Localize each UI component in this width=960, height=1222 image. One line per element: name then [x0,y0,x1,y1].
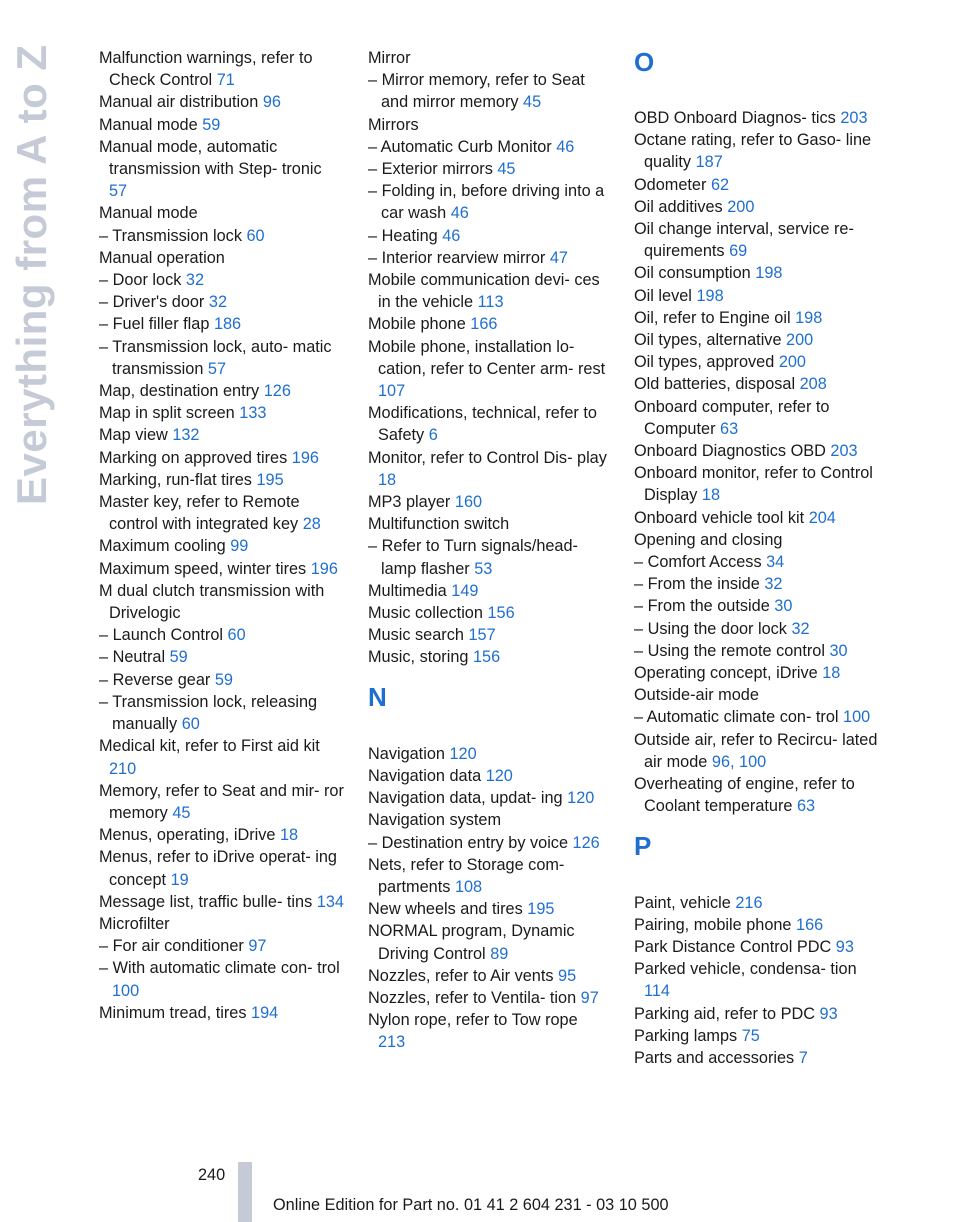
index-entry-text: – With automatic climate con- trol [99,959,340,978]
index-subentry [634,595,879,617]
index-entry-text: Master key, refer to Remote control with integrated key [99,493,300,534]
page-reference-link[interactable]: 75 [741,1026,760,1045]
index-entry-text: Operating concept, iDrive [634,664,818,683]
index-column-3 [634,47,879,1069]
index-entry-text: – Driver's door [99,293,205,312]
index-entry-text: NORMAL program, Dynamic Driving Control [368,922,575,963]
page-reference-link[interactable]: 210 [109,759,137,778]
index-entry-text: Multimedia [368,581,447,600]
page-reference-link[interactable]: 18 [701,486,721,505]
index-column-1 [99,47,344,1024]
page-reference-link[interactable]: 45 [523,93,542,112]
page-reference-link[interactable]: 30 [774,597,793,616]
index-entry-text: Memory, refer to Seat and mir- ror memory [99,781,344,822]
page-reference-link[interactable]: 208 [799,375,827,394]
page-reference-link[interactable]: 28 [302,515,321,534]
page-reference-link[interactable]: 160 [454,493,483,512]
index-entry-text: Mobile phone, installation lo- cation, refer to Center arm- rest [368,337,606,378]
edition-footer: Online Edition for Part no. 01 41 2 604 231 - 03 10 500 [273,1196,669,1214]
index-entry-text: – Automatic Curb Monitor [368,137,552,156]
index-entry [634,684,879,706]
index-entry-text: – For air conditioner [99,937,244,956]
index-entry [368,965,608,987]
page-reference-link[interactable]: 200 [778,353,806,372]
index-entry-text: – Door lock [99,271,182,290]
index-entry-text: Mobile communication devi- ces in the vehicle [368,271,600,312]
page-reference-link[interactable]: 194 [251,1003,279,1022]
page-reference-link[interactable]: 198 [795,308,823,327]
index-entry [368,743,608,765]
index-entry-text: Overheating of engine, refer to Coolant temperature [634,775,855,816]
index-entry-text: Nets, refer to Storage com- partments [368,855,565,896]
index-subentry [368,69,608,113]
page-reference-link[interactable]: 45 [497,160,516,179]
page-reference-link[interactable]: 63 [796,797,816,816]
index-entry-text: – Reverse gear [99,670,211,689]
page-reference-link[interactable]: 95 [558,966,577,985]
index-entry-text: Malfunction warnings, refer to Check Control [99,49,313,90]
index-entry [634,529,879,551]
page-reference-link[interactable]: 62 [710,175,730,194]
index-entry-text: Music search [368,626,464,645]
index-entry [368,898,608,920]
index-subentry [634,706,879,728]
index-entry-text: Navigation system [368,811,502,830]
page-reference-link[interactable]: 120 [449,744,477,763]
page-reference-link[interactable]: 120 [485,766,513,785]
index-entry-text: – Using the door lock [634,619,787,638]
index-entry [634,773,879,817]
index-entry-text: Onboard monitor, refer to Control Display [634,464,873,505]
index-entry [634,729,879,773]
index-entry [99,580,344,624]
page-reference-link[interactable]: 149 [451,581,479,600]
index-entry [634,1047,879,1069]
index-entry-text: Old batteries, disposal [634,375,796,394]
index-entry [99,824,344,846]
page-reference-link[interactable]: 46 [556,137,575,156]
page-reference-link[interactable]: 47 [549,248,568,267]
index-entry-text: Odometer [634,175,707,194]
index-entry [634,307,879,329]
index-entry [368,602,608,624]
index-entry-text: New wheels and tires [368,900,523,919]
index-entry-text: Onboard computer, refer to Computer [634,397,830,438]
index-entry-text: Parked vehicle, condensa- tion [634,960,857,979]
page-reference-link[interactable]: 6 [428,426,438,445]
page-reference-link[interactable]: 200 [786,331,814,350]
page-reference-link[interactable]: 97 [248,937,267,956]
index-entry-text: – Refer to Turn signals/head- lamp flasher [368,537,578,578]
page-reference-link[interactable]: 96 [262,93,281,112]
index-entry-text: – Destination entry by voice [368,833,569,852]
page-reference-link[interactable]: 203 [830,442,858,461]
index-entry [634,129,879,173]
page-reference-link[interactable]: 132 [172,426,200,445]
index-entry-text: Map, destination entry [99,382,260,401]
index-entry [99,91,344,113]
index-subentry [99,291,344,313]
index-entry [368,580,608,602]
index-entry [368,447,608,491]
index-entry-text: Message list, traffic bulle- tins [99,892,313,911]
page-reference-link[interactable]: 195 [527,900,555,919]
index-entry-text: Onboard Diagnostics OBD [634,442,826,461]
index-entry [634,1003,879,1025]
index-entry-text: Oil level [634,286,692,305]
index-entry-text: Monitor, refer to Control Dis- play [368,448,607,467]
index-entry-text: Parking aid, refer to PDC [634,1004,815,1023]
index-subentry [634,640,879,662]
index-subentry [368,180,608,224]
index-entry [634,1025,879,1047]
index-entry-text: Oil additives [634,197,723,216]
page-reference-link[interactable]: 18 [378,470,397,489]
page-reference-link[interactable]: 96, 100 [711,752,767,771]
index-letter-heading: P [634,830,652,861]
index-entry-text: Pairing, mobile phone [634,915,792,934]
index-entry-text: – Fuel filler flap [99,315,210,334]
index-entry-text: – Mirror memory, refer to Seat and mirror memory [368,71,585,112]
page-reference-link[interactable]: 57 [207,359,227,378]
index-entry [99,891,344,913]
page-reference-link[interactable]: 18 [822,664,841,683]
index-subentry [368,535,608,579]
page-reference-link[interactable]: 69 [729,242,748,261]
index-entry-text: Manual mode [99,204,198,223]
index-entry [99,469,344,491]
index-entry-text: Modifications, technical, refer to Safety [368,404,597,445]
index-entry [634,174,879,196]
page-reference-link[interactable]: 60 [246,226,265,245]
page-reference-link[interactable]: 200 [727,197,755,216]
page-reference-link[interactable]: 57 [109,182,128,201]
index-entry [99,735,344,779]
index-entry [634,218,879,262]
page-reference-link[interactable]: 108 [454,877,483,896]
index-subentry [99,313,344,335]
page-reference-link[interactable]: 166 [470,315,498,334]
index-entry-text: Oil types, approved [634,353,775,372]
index-entry [99,424,344,446]
index-subentry [368,247,608,269]
index-entry [99,47,344,91]
page-reference-link[interactable]: 18 [280,826,299,845]
index-entry-text: Marking on approved tires [99,448,288,467]
index-entry-text: Menus, refer to iDrive operat- ing concept [99,848,337,889]
index-subentry [368,158,608,180]
index-entry [634,662,879,684]
index-entry [99,913,344,935]
page-reference-link[interactable]: 113 [477,293,504,312]
index-entry-text: Manual mode [99,115,198,134]
index-entry [368,809,608,831]
index-entry-text: OBD Onboard Diagnos- tics [634,109,836,127]
index-entry [368,854,608,898]
index-subentry [99,669,344,691]
page-reference-link[interactable]: 195 [256,470,284,489]
index-entry [634,262,879,284]
index-entry-text: Music, storing [368,648,469,667]
index-entry-text: Maximum cooling [99,537,226,556]
index-entry-text: Onboard vehicle tool kit [634,508,805,527]
index-entry [368,269,608,313]
page-reference-link[interactable]: 203 [840,109,868,127]
index-entry-text: – Launch Control [99,626,224,645]
index-entry [634,396,879,440]
index-entry-text: Nylon rope, refer to Tow rope [368,1011,578,1030]
page-reference-link[interactable]: 32 [791,619,810,638]
page-reference-link[interactable]: 71 [216,71,235,90]
page-reference-link[interactable]: 120 [567,789,595,808]
index-entry-text: MP3 player [368,493,451,512]
index-entry-text: Nozzles, refer to Ventila- tion [368,988,577,1007]
index-entry [99,202,344,224]
index-entry [99,846,344,890]
index-entry-text: Marking, run-flat tires [99,470,252,489]
index-entry [634,196,879,218]
page-reference-link[interactable]: 32 [764,575,783,594]
index-entry-text: – Interior rearview mirror [368,248,546,267]
page-reference-link[interactable]: 156 [487,604,515,623]
page-reference-link[interactable]: 156 [472,648,501,667]
index-entry [368,920,608,964]
page-reference-link[interactable]: 46 [442,226,461,245]
page-reference-link[interactable]: 198 [696,286,724,305]
index-column-2 [368,47,608,1054]
index-entry-text: Maximum speed, winter tires [99,559,307,578]
index-letter-heading: N [368,681,387,712]
page-reference-link[interactable]: 187 [695,153,723,172]
index-entry-text: – Neutral [99,648,166,667]
page-reference-link[interactable]: 126 [263,382,291,401]
page-reference-link[interactable]: 93 [819,1004,838,1023]
index-entry-text: – From the outside [634,597,770,616]
index-entry-text: Parts and accessories [634,1048,795,1067]
page-reference-link[interactable]: 7 [798,1048,808,1067]
index-entry [99,402,344,424]
index-entry-text: Manual mode, automatic transmission with Step- tronic [99,137,322,179]
index-entry-text: – Heating [368,226,438,245]
index-entry-text: Outside air, refer to Recircu- lated air mode [634,730,878,771]
page-reference-link[interactable]: 133 [239,404,267,423]
index-entry [99,535,344,557]
index-entry [99,1002,344,1024]
index-entry [99,447,344,469]
page-reference-link[interactable]: 99 [230,537,249,556]
index-entry [99,491,344,535]
page-reference-link[interactable]: 196 [310,559,338,578]
index-subentry [634,551,879,573]
index-subentry [368,136,608,158]
page-reference-link[interactable]: 89 [490,944,509,963]
page-reference-link[interactable]: 19 [170,870,189,889]
index-entry-text: Microfilter [99,914,170,933]
index-entry-text: Map view [99,426,168,445]
index-entry-text: Nozzles, refer to Air vents [368,966,554,985]
index-entry-text: Oil, refer to Engine oil [634,308,791,327]
index-subentry [99,624,344,646]
index-entry [99,136,344,203]
index-entry [368,47,608,69]
index-subentry [99,646,344,668]
index-entry-text: Minimum tread, tires [99,1003,247,1022]
index-entry [368,787,608,809]
index-entry [368,402,608,446]
index-subentry [99,225,344,247]
index-subentry [99,336,344,380]
index-entry [99,780,344,824]
index-entry-text: Manual operation [99,248,225,267]
page-reference-link[interactable]: 30 [829,641,848,660]
index-entry [99,558,344,580]
page-reference-link[interactable]: 60 [227,626,246,645]
index-entry [99,380,344,402]
page-reference-link[interactable]: 196 [291,448,319,467]
index-subentry [634,618,879,640]
index-entry-text: – Transmission lock [99,226,242,245]
page-reference-link[interactable]: 59 [169,648,188,667]
index-entry [368,1009,608,1053]
index-entry [634,351,879,373]
index-entry [634,914,879,936]
index-entry-text: – Exterior mirrors [368,160,493,179]
index-entry-text: Manual air distribution [99,93,259,112]
index-subentry [634,573,879,595]
index-entry [634,936,879,958]
page-reference-link[interactable]: 45 [172,803,191,822]
index-entry [99,247,344,269]
index-entry-text: – From the inside [634,575,760,594]
index-entry-text: Medical kit, refer to First aid kit [99,737,320,756]
page-reference-link[interactable]: 204 [808,508,836,527]
index-entry-text: Park Distance Control PDC [634,937,832,956]
page-reference-link[interactable]: 59 [214,670,233,689]
index-entry-text: Navigation [368,744,445,763]
index-entry [634,507,879,529]
page-reference-link[interactable]: 198 [755,264,783,283]
index-entry-text: M dual clutch transmission with Drivelogic [99,581,325,623]
index-entry [368,513,608,535]
index-entry [368,987,608,1009]
index-entry-text: Mirrors [368,115,419,134]
index-entry [368,336,608,403]
index-entry [634,107,879,129]
index-entry [368,313,608,335]
index-entry-text: – Folding in, before driving into a car wash [368,182,605,223]
page-reference-link[interactable]: 63 [720,419,739,438]
index-entry-text: Oil change interval, service re- quirements [634,220,854,261]
index-entry-text: – Comfort Access [634,553,762,572]
page-reference-link[interactable]: 100 [843,708,871,727]
index-entry-text: Menus, operating, iDrive [99,826,276,845]
page-reference-link[interactable]: 59 [202,115,221,134]
index-entry [634,958,879,1002]
index-entry [634,373,879,395]
index-entry [99,114,344,136]
index-entry [634,892,879,914]
index-entry [634,285,879,307]
index-entry-text: Oil consumption [634,264,751,283]
index-entry [368,624,608,646]
index-entry [368,765,608,787]
index-entry-text: Outside-air mode [634,686,759,705]
page-reference-link[interactable]: 46 [450,204,469,223]
index-entry [634,329,879,351]
index-entry-text: Mobile phone [368,315,466,334]
index-entry-text: Music collection [368,604,483,623]
page-reference-link[interactable]: 216 [735,893,763,912]
index-entry-text: – Transmission lock, releasing manually [99,692,318,734]
index-entry-text: Multifunction switch [368,515,510,534]
index-entry [634,462,879,506]
page-reference-link[interactable]: 157 [468,626,496,645]
page-reference-link[interactable]: 93 [835,937,854,956]
page-reference-link[interactable]: 60 [181,715,200,734]
page-reference-link[interactable]: 53 [474,559,493,578]
page-reference-link[interactable]: 134 [316,892,344,911]
index-entry [368,491,608,513]
index-subentry [99,691,344,735]
index-entry-text: – Using the remote control [634,641,825,660]
index-subentry [99,935,344,957]
index-entry-text: Octane rating, refer to Gaso- line quality [634,131,872,172]
index-entry-text: Navigation data, updat- ing [368,789,563,808]
index-entry-text: – Transmission lock, auto- matic transmission [99,337,332,378]
index-entry-text: Map in split screen [99,404,235,423]
index-entry-text: – Automatic climate con- trol [634,708,839,727]
index-entry [368,114,608,136]
page-reference-link[interactable]: 186 [213,315,242,334]
index-subentry [368,832,608,854]
footer-accent-bar [238,1162,252,1222]
page-reference-link[interactable]: 213 [378,1033,406,1052]
page-reference-link[interactable]: 34 [766,553,785,572]
page-reference-link[interactable]: 32 [208,293,228,312]
index-entry [634,440,879,462]
index-entry-text: Parking lamps [634,1026,738,1045]
page-reference-link[interactable]: 114 [644,982,670,1001]
page-reference-link[interactable]: 107 [378,382,406,401]
index-entry-text: Paint, vehicle [634,893,731,912]
page-reference-link[interactable]: 126 [572,833,600,852]
index-entry-text: Opening and closing [634,530,783,549]
index-letter-heading: O [634,47,655,77]
index-entry-text: Navigation data [368,766,482,785]
index-entry [368,646,608,668]
section-side-title: Everything from A to Z [8,44,55,505]
index-subentry [99,957,344,1001]
page-reference-link[interactable]: 97 [580,988,599,1007]
index-entry-text: Oil types, alternative [634,331,782,350]
index-entry-text: Mirror [368,49,411,67]
page-number: 240 [198,1166,226,1184]
page-reference-link[interactable]: 166 [796,915,824,934]
page-reference-link[interactable]: 100 [112,981,140,1000]
page-reference-link[interactable]: 32 [185,271,205,290]
index-subentry [99,269,344,291]
index-subentry [368,225,608,247]
